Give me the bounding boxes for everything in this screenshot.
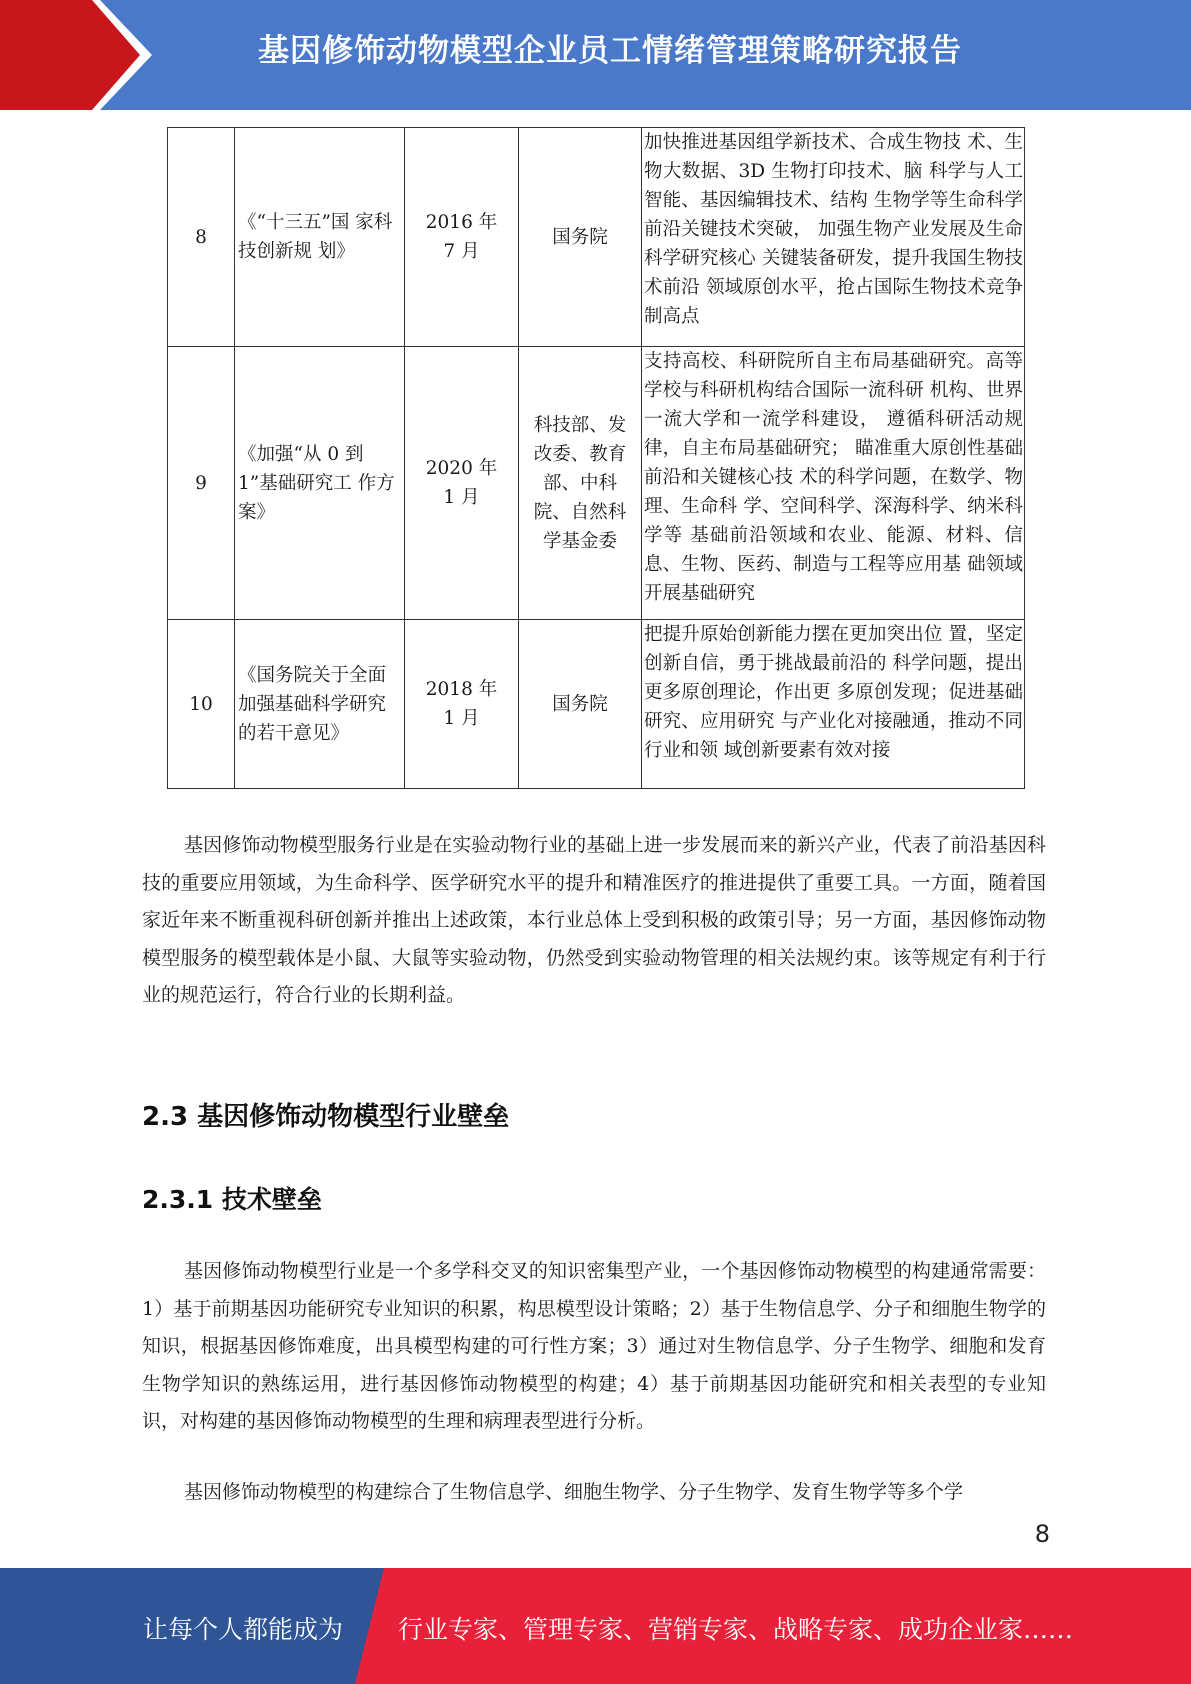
model-construction-paragraph: 基因修饰动物模型的构建综合了生物信息学、细胞生物学、分子生物学、发育生物学等多个学: [184, 1481, 964, 1503]
policy-table: [167, 127, 1025, 789]
policy-name: 《国务院关于全面加强基础科学研究的若干意见》: [235, 620, 405, 789]
section-heading: 2.3 基因修饰动物模型行业壁垒: [142, 1102, 510, 1132]
policy-summary-paragraph: 基因修饰动物模型服务行业是在实验动物行业的基础上进一步发展而来的新兴产业，代表了前沿基因科技的重要应用领域，为生命科学、医学研究水平的提升和精准医疗的推进提供了重要工具。一方面，随着国家近年来不断重视科研创新并推出上述政策，本行业总体上受到积极的政策引导；另一方面，基因修饰动物模型服务的模型载体是小鼠、大鼠等实验动物，仍然受到实验动物管理的相关法规约束。该等规定有利于行业的规范运行，符合行业的长期利益。: [142, 834, 1046, 1006]
policy-content: 支持高校、科研院所自主布局基础研究。高等学校与科研机构结合国际一流科研 机构、世界一流大学和一流学科建设， 遵循科研活动规律，自主布局基础研究； 瞄准重大原创性基础前沿和关键核心技 术的科学问题，在数学、物理、生命科 学、空间科学、深海科学、纳米科学等 基础前沿领域和农业、能源、材料、信 息、生物、医药、制造与工程等应用基 础领域开展基础研究: [642, 347, 1025, 620]
policy-content: 把提升原始创新能力摆在更加突出位 置，坚定创新自信，勇于挑战最前沿的 科学问题，提出更多原创理论，作出更 多原创发现；促进基础研究、应用研究 与产业化对接融通，推动不同行业和领 域创新要素有效对接: [642, 620, 1025, 789]
header-chevron-icon: [0, 0, 160, 110]
table-row: [168, 128, 1025, 347]
footer-slogan-left: 让每个人都能成为: [143, 1615, 344, 1644]
issuing-department: 国务院: [519, 128, 642, 347]
policy-name: 《“十三五”国 家科技创新规 划》: [235, 128, 405, 347]
page-footer: [0, 1568, 1191, 1684]
policy-name: 《加强“从 0 到 1”基础研究工 作方案》: [235, 347, 405, 620]
row-number: 9: [168, 347, 235, 620]
issue-month: 1 月: [443, 708, 480, 729]
subsection-heading: 2.3.1 技术壁垒: [142, 1185, 322, 1214]
issuing-department: 科技部、发改委、教育部、中科院、自然科学基金委: [519, 347, 642, 620]
policy-content: 加快推进基因组学新技术、合成生物技 术、生物大数据、3D 生物打印技术、脑 科学与人工智能、基因编辑技术、结构 生物学等生命科学前沿关键技术突破， 加强生物产业发展及生命科学研究核心 关键装备研发，提升我国生物技术前沿 领域原创水平，抢占国际生物技术竞争 制高点: [642, 128, 1025, 347]
page-number: 8: [1034, 1520, 1050, 1548]
issue-month: 1 月: [443, 487, 480, 508]
table-row: [168, 347, 1025, 620]
issue-date: [405, 620, 519, 789]
table-row: [168, 620, 1025, 789]
issue-date: [405, 347, 519, 620]
issuing-department: 国务院: [519, 620, 642, 789]
page-header: [0, 0, 1191, 110]
issue-year: 2016 年: [425, 212, 498, 233]
row-number: 8: [168, 128, 235, 347]
issue-date: [405, 128, 519, 347]
row-number: 10: [168, 620, 235, 789]
footer-slogan-right: 行业专家、管理专家、营销专家、战略专家、成功企业家……: [398, 1615, 1074, 1644]
issue-year: 2018 年: [425, 679, 498, 700]
issue-year: 2020 年: [425, 458, 498, 479]
document-title: 基因修饰动物模型企业员工情绪管理策略研究报告: [258, 33, 962, 69]
technical-barrier-paragraph: 基因修饰动物模型行业是一个多学科交叉的知识密集型产业，一个基因修饰动物模型的构建通常需要：1）基于前期基因功能研究专业知识的积累，构思模型设计策略；2）基于生物信息学、分子和细胞生物学的知识，根据基因修饰难度，出具模型构建的可行性方案；3）通过对生物信息学、分子生物学、细胞和发育生物学知识的熟练运用，进行基因修饰动物模型的构建；4）基于前期基因功能研究和相关表型的专业知识，对构建的基因修饰动物模型的生理和病理表型进行分析。: [142, 1260, 1046, 1432]
issue-month: 7 月: [443, 241, 480, 262]
